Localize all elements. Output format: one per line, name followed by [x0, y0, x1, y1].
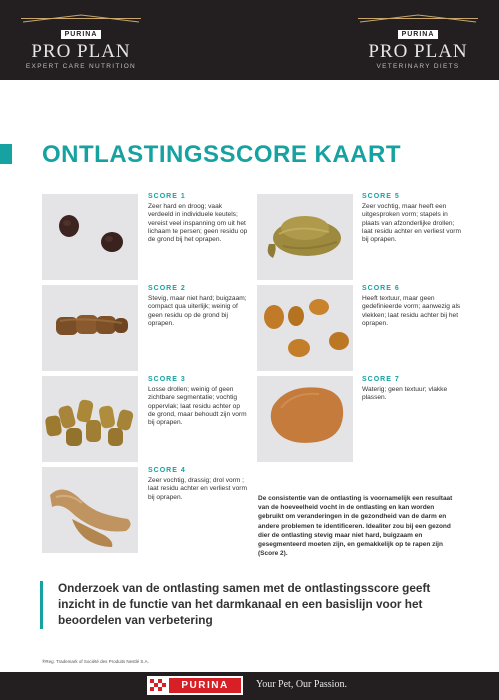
score-5-description: Zeer vochtig, maar heeft een uitgesproken vorm; stapels in plaats van afzonderlijke drollen; laat residu achter en verliest vorm bij oprapen. [362, 203, 461, 244]
title-accent-bar [0, 144, 12, 164]
pro-plan-wordmark: PRO PLAN [31, 41, 131, 62]
roof-icon [358, 14, 478, 23]
score-5-image [257, 194, 353, 280]
score-5-label: SCORE 5 [362, 193, 400, 200]
score-4-label: SCORE 4 [148, 467, 186, 474]
page-title: ONTLASTINGSSCORE KAART [42, 141, 401, 168]
score-4-image [42, 467, 138, 553]
score-3-image [42, 376, 138, 462]
purina-wordmark: PURINA [398, 30, 439, 39]
logo-subtitle: VETERINARY DIETS [376, 63, 460, 70]
pro-plan-expert-care-logo [16, 14, 146, 70]
score-1-description: Zeer hard en droog; vaak verdeeld in individuele keutels; vereist veel inspanning om uit het lichaam te persen; geen residu op de grond bij het oprapen. [148, 203, 248, 244]
score-2-image [42, 285, 138, 371]
score-2-label: SCORE 2 [148, 285, 186, 292]
score-6-label: SCORE 6 [362, 285, 400, 292]
logo-subtitle: EXPERT CARE NUTRITION [25, 63, 137, 70]
score-1-label: SCORE 1 [148, 193, 186, 200]
score-4-description: Zeer vochtig, drassig; drol vorm ; laat residu achter en verliest vorm bij oprapen. [148, 477, 247, 501]
summary-statement: Onderzoek van de ontlasting samen met de ontlastingsscore geeft inzicht in de functie van het darmkanaal en een basislijn voor het beoordelen van verbetering [58, 581, 431, 627]
consistency-paragraph: De consistentie van de ontlasting is voornamelijk een resultaat van de hoeveelheid vocht in de ontlasting en kan worden gebruikt om veranderingen in de gezondheid van de darm en andere problemen te identificeren. Idealiter zou bij een gezond dier de ontlasting stevig maar niet hard, buigzaam en gesegmenteerd moeten zijn, en gemakkelijk op te rapen zijn (Score 2). [258, 495, 453, 558]
pro-plan-wordmark: PRO PLAN [368, 41, 468, 62]
trademark-notice: ®Reg. Trademark of Société des Produits Nestlé S.A. [42, 659, 149, 664]
score-7-image [257, 376, 353, 462]
quote-accent-bar [40, 581, 43, 629]
footer-slogan: Your Pet, Our Passion. [256, 679, 347, 690]
score-6-image [257, 285, 353, 371]
score-7-label: SCORE 7 [362, 376, 400, 383]
score-1-image [42, 194, 138, 280]
purina-wordmark: PURINA [61, 30, 102, 39]
score-3-label: SCORE 3 [148, 376, 186, 383]
purina-footer-logo [147, 676, 243, 695]
roof-icon [21, 14, 141, 23]
score-3-description: Losse drollen; weinig of geen zichtbare segmentatie; vochtig oppervlak; laat residu achter op de grond, maar behoudt zijn vorm bij oprapen. [148, 386, 247, 427]
score-2-description: Stevig, maar niet hard; buigzaam; compact qua uiterlijk; weinig of geen residu op de grond bij oprapen. [148, 295, 247, 327]
footer-bar [0, 672, 499, 700]
score-7-description: Waterig; geen textuur; vlakke plassen. [362, 386, 448, 402]
purina-footer-wordmark: PURINA [169, 678, 241, 693]
score-6-description: Heeft textuur, maar geen gedefinieerde vorm; aanwezig als vlekken; laat residu achter bij het oprapen. [362, 295, 461, 327]
pro-plan-veterinary-logo [353, 14, 483, 70]
checkerboard-icon [150, 679, 166, 692]
